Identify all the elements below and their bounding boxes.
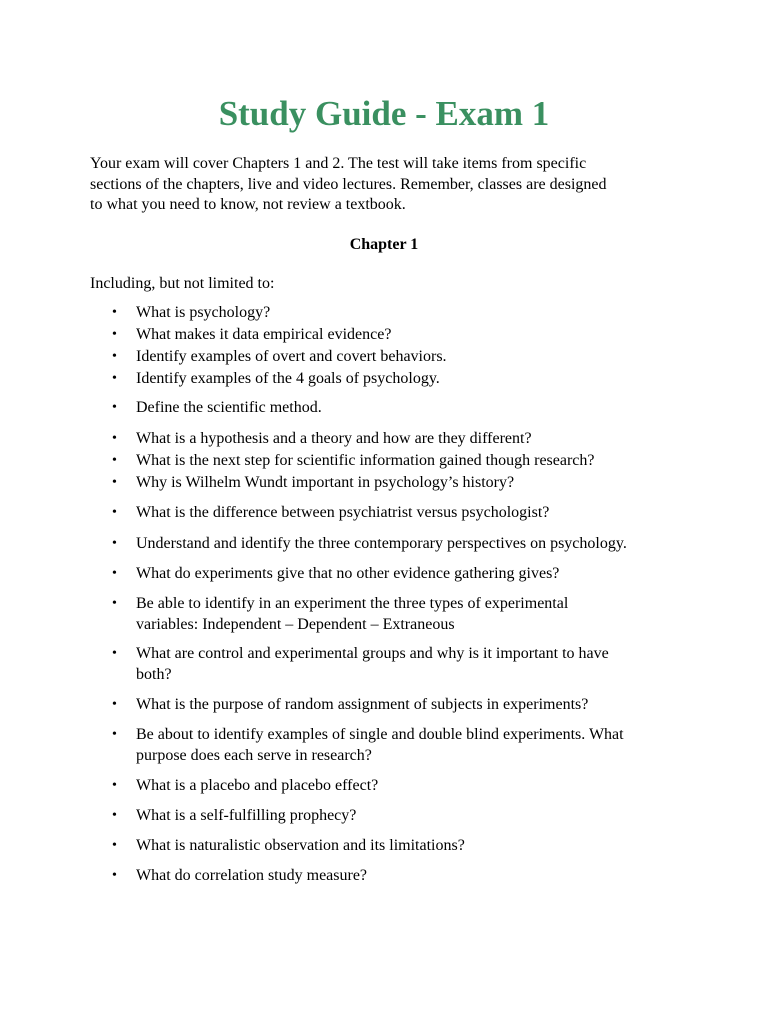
list-item: [112, 347, 692, 368]
list-item: [112, 451, 692, 472]
list-item: [112, 594, 692, 635]
list-item: [112, 429, 692, 450]
list-item: [112, 473, 692, 494]
lead-in-text: Including, but not limited to:: [90, 275, 275, 292]
bullet-icon: •: [112, 727, 117, 742]
list-item: [112, 534, 692, 555]
list-item-text: What are control and experimental groups and why is it important to have both?: [136, 645, 609, 683]
bullet-icon: •: [112, 305, 117, 320]
list-item: [112, 695, 692, 716]
list-item-text: Be about to identify examples of single and double blind experiments. What purpose does each serve in research?: [136, 726, 624, 764]
list-item-text: What is a placebo and placebo effect?: [136, 777, 379, 794]
bullet-icon: •: [112, 646, 117, 661]
bullet-icon: •: [112, 697, 117, 712]
list-item: [112, 503, 692, 524]
bullet-icon: •: [112, 808, 117, 823]
list-item: [112, 398, 692, 419]
list-item: [112, 325, 692, 346]
list-item-text: What is the purpose of random assignment of subjects in experiments?: [136, 696, 589, 713]
bullet-icon: •: [112, 400, 117, 415]
list-item-text: What is psychology?: [136, 304, 271, 321]
bullet-icon: •: [112, 371, 117, 386]
list-item-text: Why is Wilhelm Wundt important in psychology’s history?: [136, 474, 515, 491]
list-item-text: What is the next step for scientific information gained though research?: [136, 452, 595, 469]
list-item: [112, 725, 692, 766]
list-item-text: What do experiments give that no other evidence gathering gives?: [136, 565, 560, 582]
bullet-icon: •: [112, 838, 117, 853]
list-item: [112, 644, 692, 685]
list-item-text: What is naturalistic observation and its limitations?: [136, 837, 465, 854]
bullet-icon: •: [112, 566, 117, 581]
list-item-text: Identify examples of overt and covert behaviors.: [136, 348, 447, 365]
list-item-text: Identify examples of the 4 goals of psychology.: [136, 370, 440, 387]
bullet-icon: •: [112, 453, 117, 468]
list-item: [112, 564, 692, 585]
list-item: [112, 806, 692, 827]
list-item-text: Be able to identify in an experiment the three types of experimental variables: Independent – Dependent – Extraneous: [136, 595, 569, 633]
list-item: [112, 866, 692, 887]
list-item-text: Define the scientific method.: [136, 399, 322, 416]
page-title: Study Guide - Exam 1: [218, 94, 550, 133]
list-item-text: What do correlation study measure?: [136, 867, 368, 884]
list-item-text: What is a hypothesis and a theory and how are they different?: [136, 430, 532, 447]
bullet-icon: •: [112, 536, 117, 551]
list-item: [112, 836, 692, 857]
bullet-icon: •: [112, 349, 117, 364]
bullet-icon: •: [112, 505, 117, 520]
chapter-heading: Chapter 1: [349, 236, 419, 253]
bullet-icon: •: [112, 327, 117, 342]
bullet-icon: •: [112, 596, 117, 611]
bullet-icon: •: [112, 475, 117, 490]
list-item: [112, 776, 692, 797]
list-item-text: What is the difference between psychiatrist versus psychologist?: [136, 504, 550, 521]
bullet-icon: •: [112, 431, 117, 446]
intro-paragraph: Your exam will cover Chapters 1 and 2. The test will take items from specific sections of the chapters, live and video lectures. Remember, classes are designed to what you need to know, not review a textbook.: [90, 155, 607, 213]
list-item: [112, 369, 692, 390]
list-item: [112, 303, 692, 324]
bullet-icon: •: [112, 778, 117, 793]
list-item-text: What is a self-fulfilling prophecy?: [136, 807, 357, 824]
bullet-icon: •: [112, 868, 117, 883]
list-item-text: What makes it data empirical evidence?: [136, 326, 392, 343]
list-item-text: Understand and identify the three contemporary perspectives on psychology.: [136, 535, 627, 552]
